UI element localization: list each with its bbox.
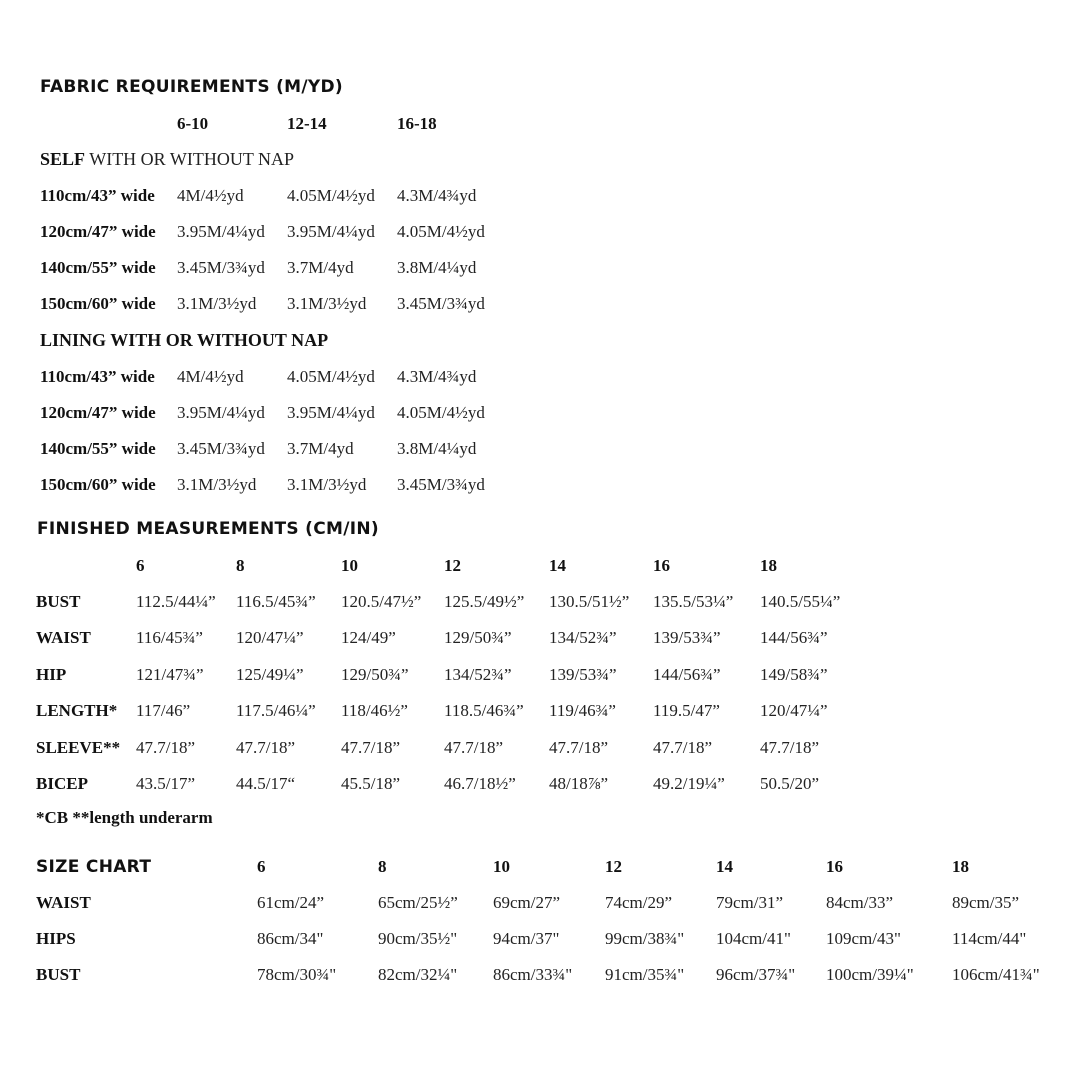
measurement-value: 44.5/17“ [236, 774, 296, 793]
fabric-width-label: 120cm/47” wide [40, 403, 156, 422]
size-chart-row [0, 891, 1080, 915]
fabric-width-label: 110cm/43” wide [40, 367, 155, 386]
size-header: 16 [826, 857, 843, 876]
size-header: 12 [605, 857, 622, 876]
size-header: 10 [341, 556, 358, 575]
measurement-row [0, 626, 1080, 650]
size-chart-value: 89cm/35” [952, 893, 1020, 912]
lining-subheading: LINING WITH OR WITHOUT NAP [40, 330, 329, 350]
size-header: 10 [493, 857, 510, 876]
fabric-yardage-value: 3.45M/3¾yd [177, 258, 265, 277]
measurement-label: WAIST [36, 628, 91, 648]
size-chart-label: HIPS [36, 929, 76, 948]
measurement-value: 134/52¾” [444, 664, 512, 684]
size-chart-value: 114cm/44" [952, 929, 1027, 948]
fabric-yardage-value: 4.05M/4½yd [287, 186, 375, 205]
footnote: *CB **length underarm [36, 808, 213, 827]
measurement-value: 135.5/53¼” [653, 592, 734, 611]
measurement-value: 134/52¾” [549, 628, 617, 648]
size-chart-value: 94cm/37" [493, 929, 560, 948]
fabric-yardage-value: 3.45M/3¾yd [397, 294, 485, 313]
measurement-value: 140.5/55¼” [760, 592, 841, 611]
size-chart-row [0, 963, 1080, 987]
fabric-yardage-value: 3.95M/4¼yd [177, 222, 265, 241]
measurement-value: 46.7/18½” [444, 774, 516, 793]
measurement-value: 120/47¼” [236, 628, 304, 648]
measurement-value: 47.7/18” [653, 737, 713, 757]
fabric-yardage-value: 3.95M/4¼yd [287, 222, 375, 241]
measurement-value: 144/56¾” [653, 664, 721, 684]
measurement-value: 120/47¼” [760, 701, 828, 721]
size-header: 8 [236, 556, 245, 575]
measurement-value: 130.5/51½” [549, 592, 630, 611]
measurement-value: 47.7/18” [136, 737, 196, 757]
measurement-row [0, 736, 1080, 760]
fabric-yardage-value: 3.1M/3½yd [287, 475, 367, 494]
measurement-label: BICEP [36, 774, 88, 793]
measurement-value: 124/49” [341, 628, 396, 648]
size-chart-value: 109cm/43" [826, 929, 901, 948]
fabric-yardage-value: 3.7M/4yd [287, 258, 354, 277]
measurement-value: 129/50¾” [341, 664, 409, 684]
fabric-row [0, 220, 1080, 244]
fabric-yardage-value: 4.05M/4½yd [397, 403, 485, 422]
fabric-requirements-title: FABRIC REQUIREMENTS (M/YD) [40, 77, 343, 97]
size-chart-value: 74cm/29” [605, 893, 673, 912]
fabric-width-label: 110cm/43” wide [40, 186, 155, 205]
measurement-value: 129/50¾” [444, 628, 512, 648]
size-chart-value: 96cm/37¾" [716, 965, 796, 984]
size-header: 16-18 [397, 114, 437, 133]
fabric-yardage-value: 3.8M/4¼yd [397, 258, 477, 277]
measurement-row [0, 699, 1080, 723]
size-header: 8 [378, 857, 387, 876]
measurement-value: 149/58¾” [760, 664, 828, 684]
fabric-yardage-value: 4.05M/4½yd [287, 367, 375, 386]
fabric-yardage-value: 3.1M/3½yd [177, 294, 257, 313]
fabric-yardage-value: 3.8M/4¼yd [397, 439, 477, 458]
size-chart-value: 69cm/27” [493, 893, 561, 912]
measurement-label: HIP [36, 664, 67, 684]
fabric-row [0, 184, 1080, 208]
self-label: SELF [40, 149, 86, 169]
size-header: 14 [716, 857, 733, 876]
size-chart-value: 106cm/41¾" [952, 965, 1040, 984]
finished-size-header-row [0, 554, 1080, 578]
size-chart-value: 99cm/38¾" [605, 929, 685, 948]
fabric-yardage-value: 4M/4½yd [177, 367, 244, 386]
size-chart-title: SIZE CHART [36, 857, 152, 877]
fabric-row [0, 401, 1080, 425]
measurement-value: 45.5/18” [341, 774, 401, 793]
measurement-value: 119/46¾” [549, 701, 616, 721]
size-chart-label: BUST [36, 965, 81, 984]
measurement-value: 125.5/49½” [444, 592, 525, 611]
self-fabric-subheading [40, 147, 294, 171]
measurement-value: 112.5/44¼” [136, 592, 216, 611]
measurement-value: 50.5/20” [760, 774, 820, 793]
fabric-yardage-value: 4.05M/4½yd [397, 222, 485, 241]
measurement-row [0, 663, 1080, 687]
fabric-width-label: 150cm/60” wide [40, 294, 156, 313]
size-chart-row [0, 927, 1080, 951]
self-label-rest: WITH OR WITHOUT NAP [85, 149, 295, 169]
measurement-value: 119.5/47” [653, 701, 720, 721]
measurement-value: 47.7/18” [760, 737, 820, 757]
measurement-label: SLEEVE** [36, 737, 121, 757]
measurement-value: 117.5/46¼” [236, 701, 316, 721]
fabric-row [0, 365, 1080, 389]
fabric-yardage-value: 3.7M/4yd [287, 439, 354, 458]
measurement-label: LENGTH* [36, 701, 118, 721]
fabric-row [0, 473, 1080, 497]
fabric-row [0, 437, 1080, 461]
measurement-value: 47.7/18” [549, 737, 609, 757]
fabric-yardage-value: 3.95M/4¼yd [177, 403, 265, 422]
measurement-value: 121/47¾” [136, 664, 204, 684]
size-chart-value: 82cm/32¼" [378, 965, 458, 984]
measurement-value: 139/53¾” [653, 628, 721, 648]
size-chart-value: 104cm/41" [716, 929, 791, 948]
fabric-width-label: 150cm/60” wide [40, 475, 156, 494]
fabric-row [0, 292, 1080, 316]
size-chart-value: 86cm/34" [257, 929, 324, 948]
size-header: 14 [549, 556, 566, 575]
fabric-width-label: 140cm/55” wide [40, 439, 156, 458]
size-chart-value: 91cm/35¾" [605, 965, 685, 984]
size-header: 6 [257, 857, 266, 876]
size-header: 12-14 [287, 114, 327, 133]
measurement-value: 118.5/46¾” [444, 701, 524, 721]
size-chart-header-row [0, 855, 1080, 879]
size-header: 18 [952, 857, 969, 876]
size-header: 6 [136, 556, 145, 575]
size-header: 6-10 [177, 114, 209, 133]
size-chart-value: 90cm/35½" [378, 929, 458, 948]
size-header: 18 [760, 556, 777, 575]
size-header: 12 [444, 556, 461, 575]
measurement-value: 118/46½” [341, 701, 408, 721]
measurement-value: 125/49¼” [236, 664, 304, 684]
measurement-row [0, 772, 1080, 796]
size-chart-value: 84cm/33” [826, 893, 894, 912]
size-chart-label: WAIST [36, 893, 91, 912]
fabric-yardage-value: 3.45M/3¾yd [177, 439, 265, 458]
size-chart-value: 86cm/33¾" [493, 965, 573, 984]
measurement-value: 47.7/18” [444, 737, 504, 757]
size-chart-value: 100cm/39¼" [826, 965, 914, 984]
fabric-yardage-value: 4.3M/4¾yd [397, 367, 477, 386]
size-chart-value: 61cm/24” [257, 893, 325, 912]
fabric-width-label: 140cm/55” wide [40, 258, 156, 277]
measurement-value: 120.5/47½” [341, 592, 422, 611]
fabric-width-label: 120cm/47” wide [40, 222, 156, 241]
measurement-value: 139/53¾” [549, 664, 617, 684]
fabric-yardage-value: 3.95M/4¼yd [287, 403, 375, 422]
fabric-yardage-value: 4M/4½yd [177, 186, 244, 205]
measurement-value: 116.5/45¾” [236, 592, 316, 611]
measurement-value: 47.7/18” [341, 737, 401, 757]
size-chart-value: 78cm/30¾" [257, 965, 337, 984]
fabric-yardage-value: 3.1M/3½yd [177, 475, 257, 494]
fabric-yardage-value: 3.45M/3¾yd [397, 475, 485, 494]
size-chart-value: 65cm/25½” [378, 893, 458, 912]
measurement-value: 47.7/18” [236, 737, 296, 757]
fabric-row [0, 256, 1080, 280]
size-header: 16 [653, 556, 670, 575]
fabric-yardage-value: 3.1M/3½yd [287, 294, 367, 313]
measurement-value: 117/46” [136, 701, 191, 721]
measurement-row [0, 590, 1080, 614]
size-chart-value: 79cm/31” [716, 893, 784, 912]
finished-measurements-title: FINISHED MEASUREMENTS (CM/IN) [37, 519, 379, 539]
measurement-value: 49.2/19¼” [653, 774, 725, 793]
measurement-value: 43.5/17” [136, 774, 196, 793]
measurement-label: BUST [36, 592, 81, 611]
measurement-value: 48/18⅞” [549, 774, 609, 793]
measurement-value: 116/45¾” [136, 628, 203, 648]
fabric-size-header-row [0, 112, 1080, 136]
fabric-yardage-value: 4.3M/4¾yd [397, 186, 477, 205]
measurement-value: 144/56¾” [760, 628, 828, 648]
